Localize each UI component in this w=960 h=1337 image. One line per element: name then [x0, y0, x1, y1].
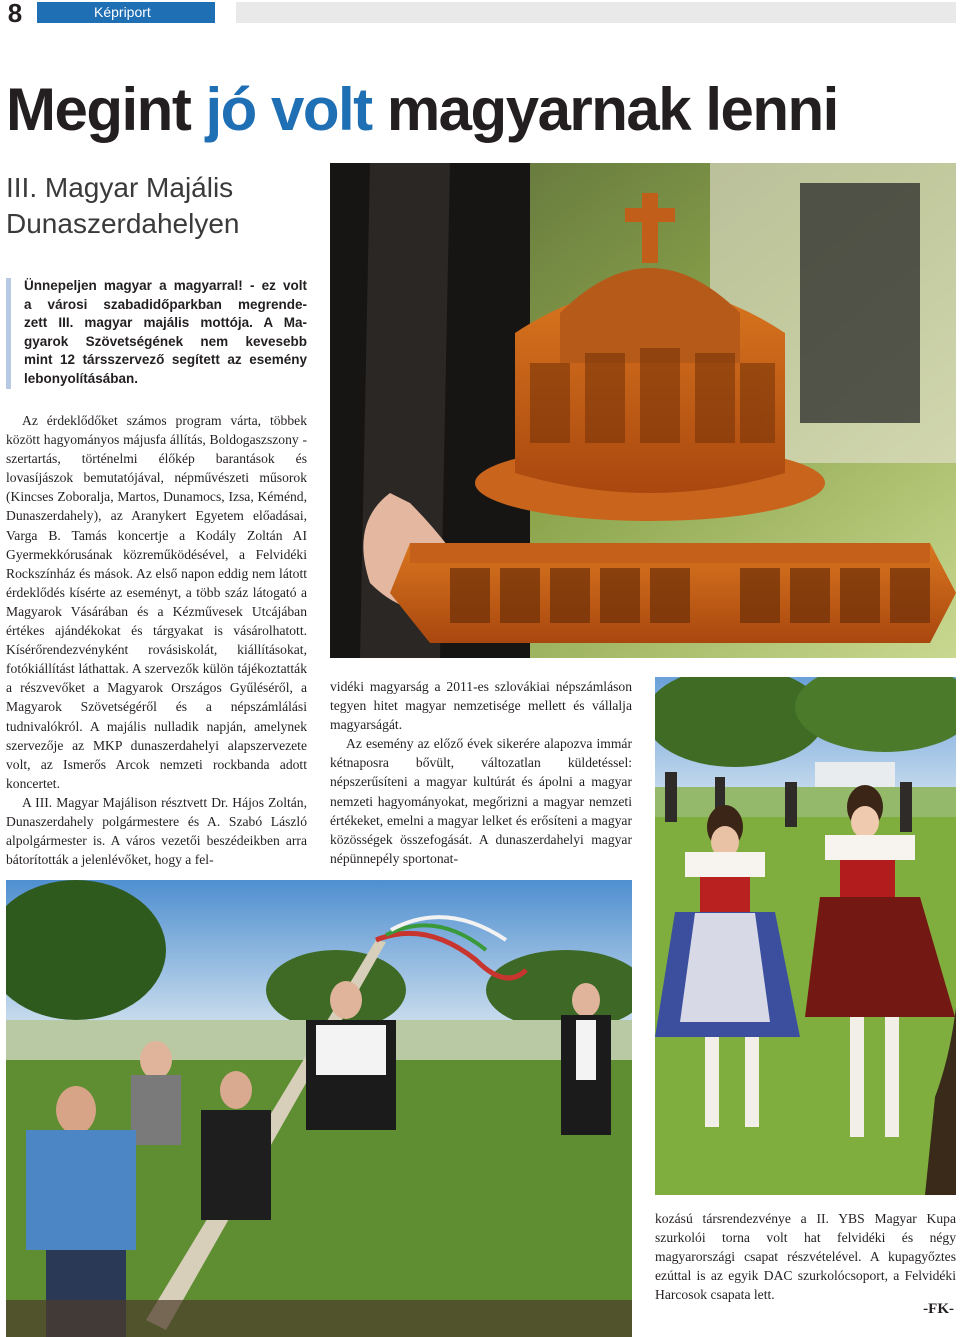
maypole-photo — [6, 880, 632, 1337]
lead-line: mint 12 társszervező segített az esemény — [24, 352, 307, 367]
body-column-2 — [330, 677, 632, 868]
subtitle-line-2: Dunaszerdahelyen — [6, 208, 240, 239]
lead-line: Ünnepeljen magyar a magyarral! - ez volt — [24, 278, 307, 293]
lead-line: lebonyolításában. — [24, 370, 139, 386]
body-column-1 — [6, 411, 307, 869]
lead-line: gyarok Szövetségének nem kevesebb — [24, 333, 307, 349]
title-part-1: Megint — [6, 76, 206, 143]
section-label: Képriport — [37, 2, 215, 23]
crown-photo-image — [330, 163, 956, 658]
dancers-photo — [655, 677, 956, 1195]
title-part-3: magyarnak lenni — [371, 76, 838, 143]
lead-line: a városi szabadidőparkban megrende- — [24, 296, 307, 312]
title-accent: jó volt — [205, 76, 372, 143]
header-rule — [236, 2, 956, 23]
page-number: 8 — [7, 0, 23, 28]
body-paragraph: A III. Magyar Majálison résztvett Dr. Hájos Zoltán, Dunaszerdahely polgármestere és A. Szabó László alpolgármester is. A város vezetői beszédeikben arra bátorították a jelenlévőket, hogy a fel- — [6, 794, 307, 868]
dancers-photo-image — [655, 677, 956, 1195]
lead-accent-bar — [6, 278, 11, 389]
crown-photo — [330, 163, 956, 658]
article-subtitle — [6, 170, 316, 242]
subtitle-line-1: III. Magyar Majális — [6, 172, 234, 203]
body-paragraph: Az érdeklődőket számos program várta, többek között hagyományos májusfa állítás, Boldogaszszony - szertartás, történelmi élőkép barantások és lovasíjászok bemutatójával, népművészeti műsorok (Kincses Zoboralja, Martos, Dunamocs, Izsa, Kéménd, Dunaszerdahely), az Aranykert Egyetem előadásai, Varga B. Tamás koncertje a Kodály Zoltán AI Gyermekkórusának közreműködésével, a Felvidéki Rockszínház és mások. Az első napon eddig nem látott érdeklődés kísérte az eseményt, a több száz látogató a Magyarok Vásárában és a Kézművesek Utcájában értékes ajándékokat és tárgyakat is vásárolhatott. Kísérőrendezvényként rovásiskolát, kiállításokat, fotókiállítást láthattak. A szervezők külön tájékoztatták a részvevőket a Magyarok Országos Gyűléséről, a Magyarok Szövetségéről és a népszámlálási tudnivalókról. A majális nulladik napján, amelynek szervezője az MKP dunaszerdahelyi alapszervezete volt, az Ismerős Arcok nemzeti rockbanda adott koncertet. — [6, 413, 307, 791]
article-title — [6, 72, 956, 148]
body-paragraph: Az esemény az előző évek sikerére alapozva immár kétnaposra bővült, változatlan küldetéssel: népszerűsíteni a magyar kultúrát és ápolni a magyar nemzeti hagyományokat, megőrizni a magyar nemzeti értékeket, emelni a magyar lelket és erősíteni a magyar közösségek összefogását. A dunaszerdahelyi magyar népünnepély sportonat- — [330, 736, 632, 866]
author-signature: -FK- — [923, 1301, 954, 1317]
article-lead — [24, 277, 307, 388]
body-paragraph: vidéki magyarság a 2011-es szlovákiai népszámláson tegyen hitet magyar nemzetisége mellett és vállalja magyarságát. — [330, 679, 632, 733]
body-column-3 — [655, 1209, 956, 1304]
body-paragraph: kozású társrendezvénye a II. YBS Magyar Kupa szurkolói torna volt hat felvidéki és négy magyarországi csapat részvételével. A kupagyőztes ezúttal is az egyik DAC szurkolócsoport, a Felvidéki Harcosok csapata lett. — [655, 1211, 956, 1303]
lead-line: zett III. magyar majális mottója. A Ma- — [24, 315, 307, 330]
maypole-photo-image — [6, 880, 632, 1337]
